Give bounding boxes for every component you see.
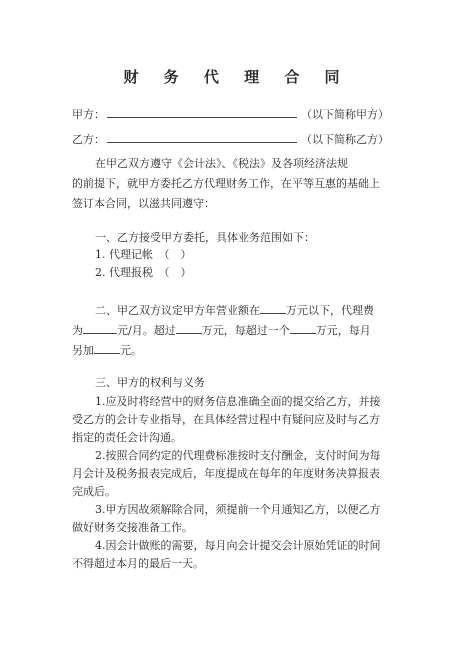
increment-blank	[290, 322, 316, 334]
section3-heading: 三、甲方的权利与义务	[95, 376, 205, 389]
party-b-note: （以下简称乙方）	[301, 133, 389, 146]
section3-line-2: 受乙方的会计专业指导，在具体经营过程中有疑问应及时与乙方	[72, 413, 380, 426]
intro-line-3: 签订本合同，以滋共同遵守：	[72, 197, 215, 210]
section3-line-8: 做好财务交接准备工作。	[72, 521, 193, 534]
section2-text-2c: 万元，每超过一个	[201, 324, 290, 337]
section3-line-10: 不得超过本月的最后一天。	[72, 557, 204, 570]
section3-line-1: 1.应及时将经营中的财务信息准确全面的提交给乙方，并接	[95, 395, 381, 408]
party-a-label: 甲方：	[72, 108, 105, 121]
party-a-note: （以下简称甲方）	[301, 108, 389, 121]
section2-text-3b: 元。	[120, 344, 142, 357]
section3-line-7: 3.甲方因故须解除合同，须提前一个月通知乙方，以便乙方	[95, 503, 381, 516]
fee-blank	[83, 322, 117, 334]
party-b-blank	[107, 131, 297, 143]
section2-text-1b: 万元以下，代理费	[286, 304, 374, 317]
party-b-label: 乙方：	[72, 133, 105, 146]
section1-item-1: 1. 代理记帐 （ ）	[95, 248, 192, 261]
revenue-blank	[260, 302, 286, 314]
section3-line-6: 完成后。	[72, 485, 116, 498]
excess-threshold-blank	[176, 322, 202, 334]
document-title: 财 务 代 理 合 同	[123, 68, 350, 86]
section2-text-1a: 二、甲乙双方议定甲方年营业额在	[95, 304, 260, 317]
intro-line-1: 在甲乙双方遵守《会计法》、《税法》及各项经济法规	[95, 157, 348, 170]
section2-line-1	[95, 302, 374, 318]
section1-heading: 一、乙方接受甲方委托，具体业务范围如下：	[95, 231, 315, 244]
party-a-blank	[107, 106, 297, 118]
section3-line-4: 2.按照合同约定的代理费标准按时支付酬金，支付时间为每	[95, 449, 381, 462]
section3-line-9: 4.因会计做账的需要，每月向会计提交会计原始凭证的时间	[95, 539, 381, 552]
section2-text-2d: 万元，每月	[315, 324, 371, 337]
section3-line-3: 指定的责任会计沟通。	[72, 431, 182, 444]
section2-text-2b: 元/月。超过	[117, 324, 176, 337]
section1-item-2: 2. 代理报税 （ ）	[95, 266, 192, 279]
party-b-line	[72, 131, 389, 147]
section3-line-5: 月会计及税务报表完成后，年度提成在每年的年度财务决算报表	[72, 467, 380, 480]
section2-line-2	[72, 322, 371, 338]
extra-fee-blank	[94, 342, 120, 354]
section2-text-3a: 另加	[72, 344, 94, 357]
party-a-line	[72, 106, 389, 122]
intro-line-2: 的前提下，就甲方委托乙方代理财务工作，在平等互惠的基础上	[72, 177, 380, 190]
section2-line-3	[72, 342, 142, 358]
section2-text-2a: 为	[72, 324, 83, 337]
